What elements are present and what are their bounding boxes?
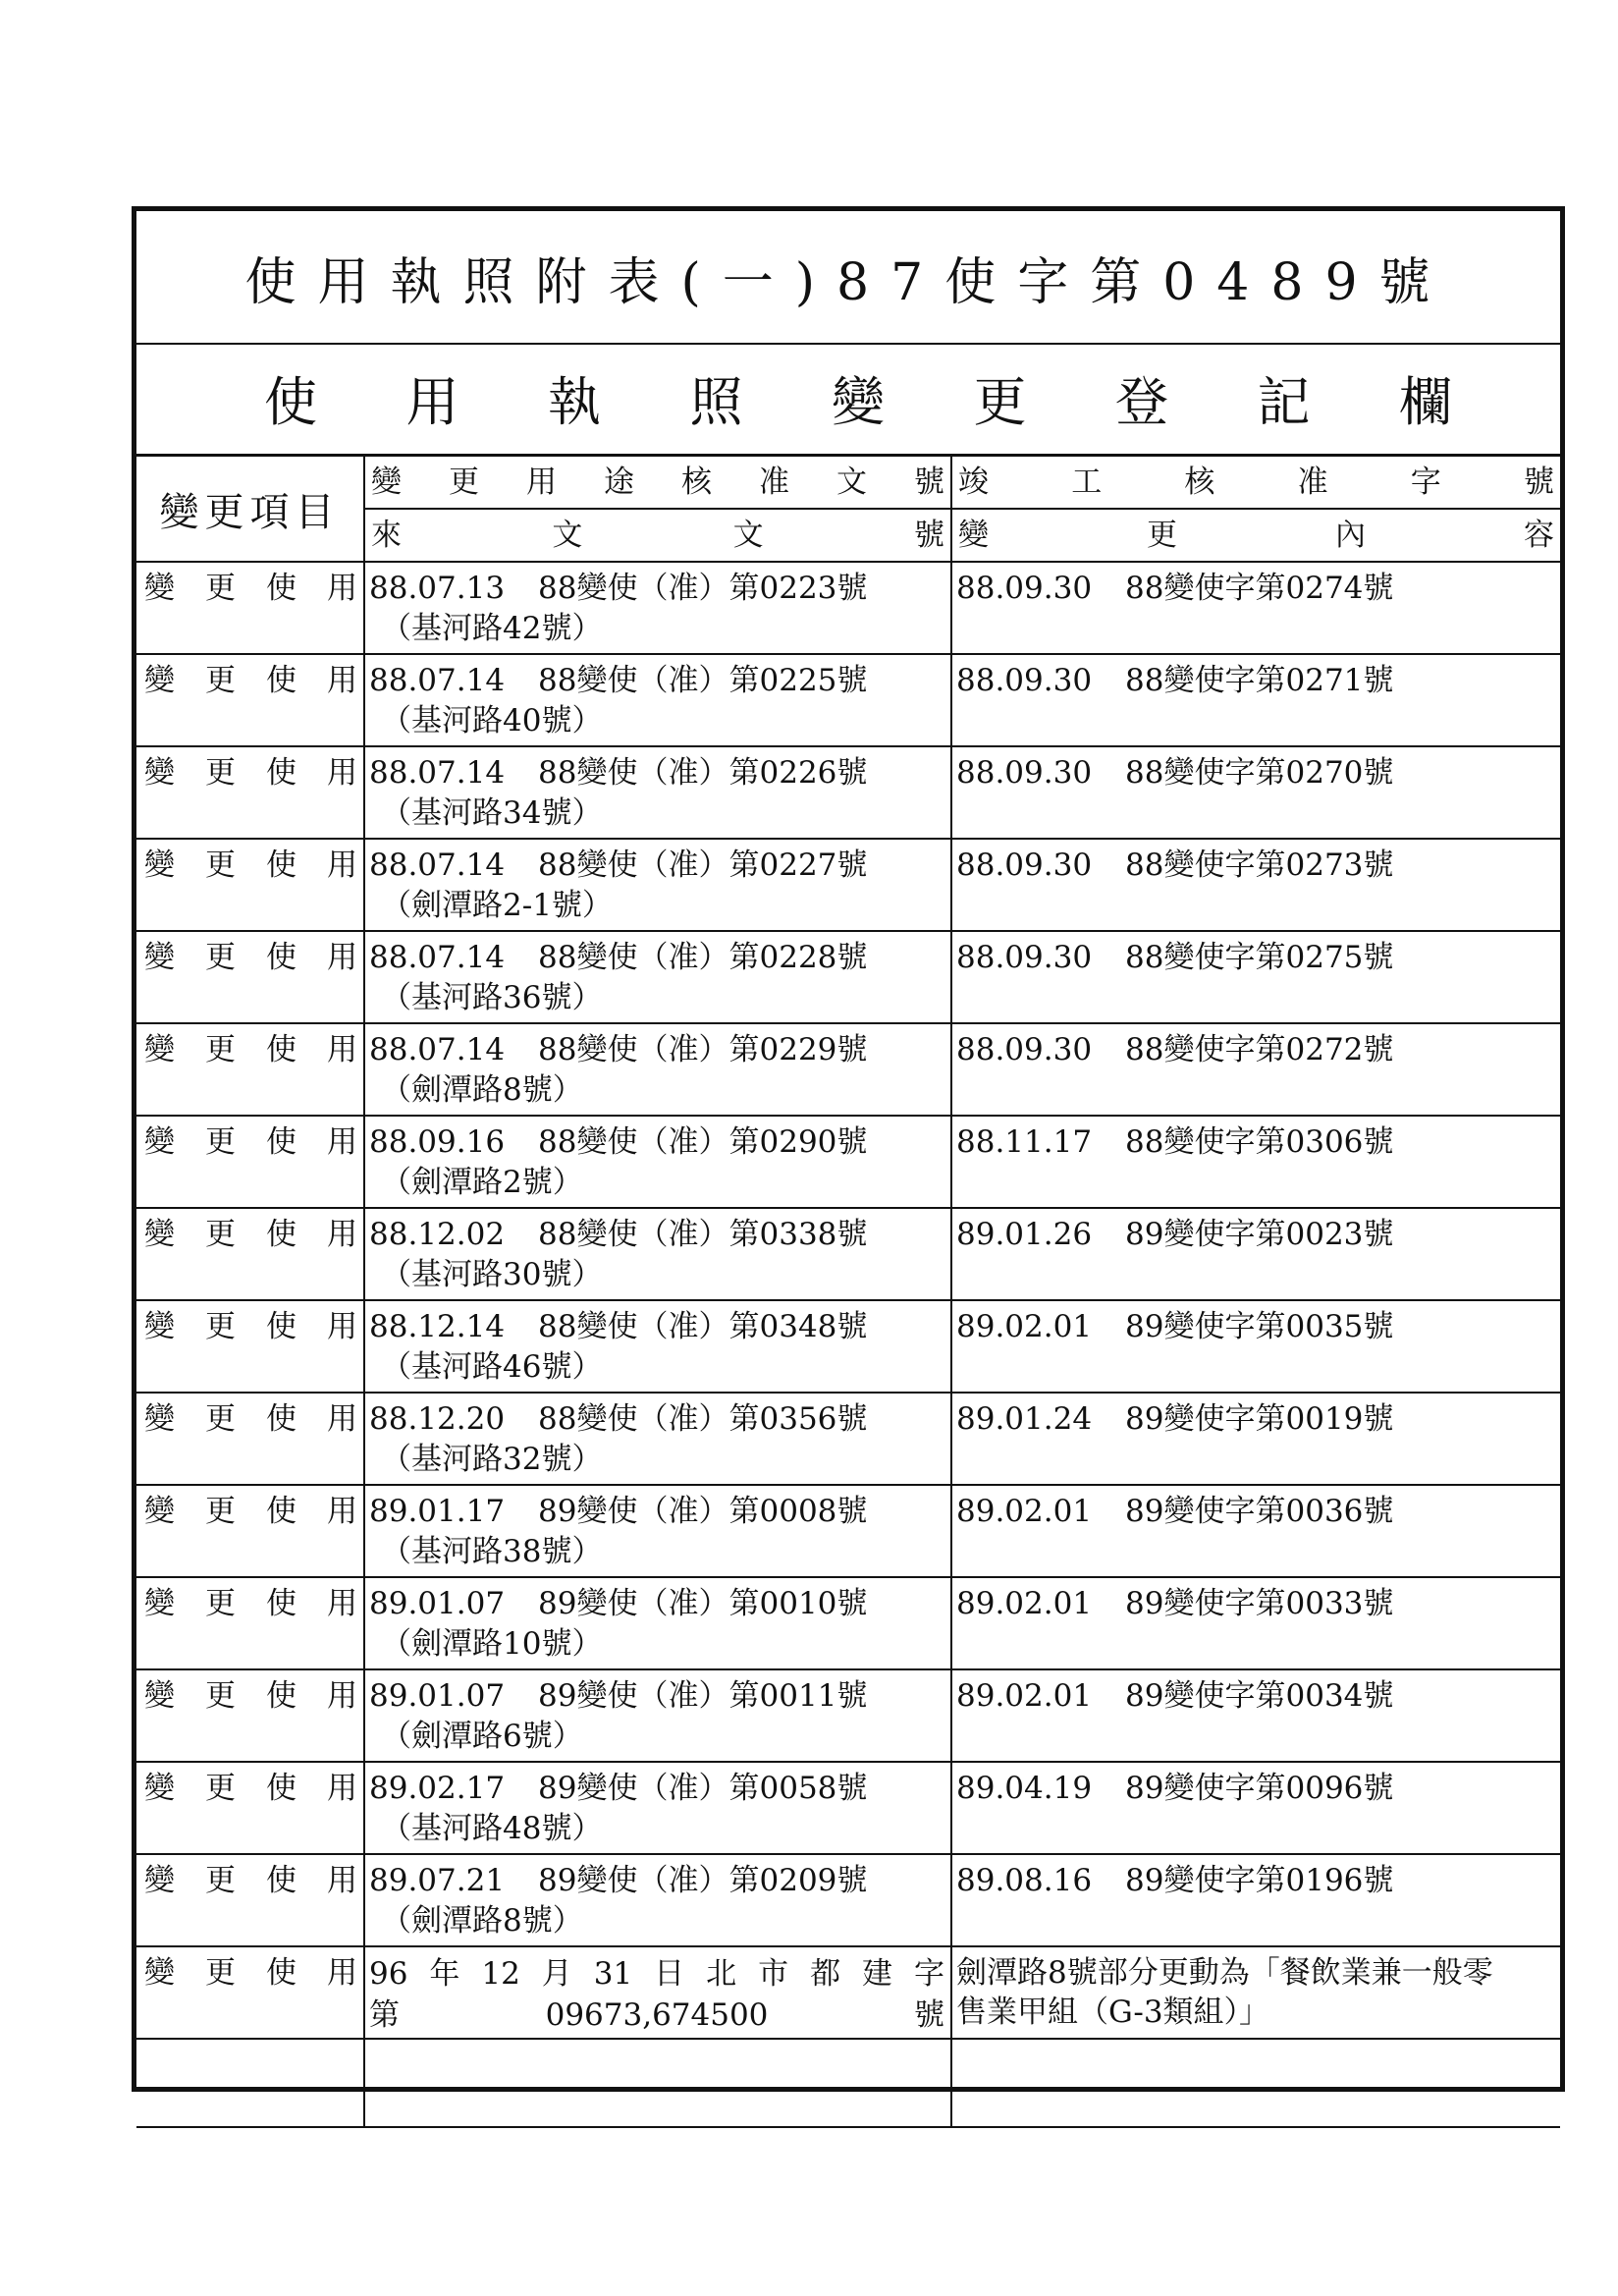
completion-doc: 88變使字第0274號 — [1125, 571, 1394, 606]
approval-date: 89.01.07 — [369, 1678, 506, 1714]
approval-doc: 88變使（准）第0338號 — [538, 1217, 868, 1252]
approval-date: 89.07.21 — [369, 1863, 506, 1898]
approval-date: 88.07.14 — [369, 847, 506, 883]
approval-cell — [364, 1577, 951, 1669]
table-row — [136, 1854, 1560, 1946]
change-content-line: 劍潭路8號部分更動為「餐飲業兼一般零 — [956, 1955, 1493, 1991]
completion-doc: 88變使字第0270號 — [1125, 755, 1394, 791]
table-row — [136, 562, 1560, 654]
change-item: 變更使用 — [136, 1393, 364, 1485]
completion-doc: 89變使字第0196號 — [1125, 1863, 1394, 1898]
table-row — [136, 931, 1560, 1023]
section-title-char: 使 — [264, 371, 317, 433]
address: （基河路38號） — [381, 1534, 603, 1569]
completion-cell — [951, 1393, 1560, 1485]
table-row — [136, 1946, 1560, 2039]
approval-date: 88.12.02 — [369, 1217, 506, 1252]
address: （劍潭路8號） — [381, 1072, 583, 1108]
approval-doc: 88變使（准）第0229號 — [538, 1032, 868, 1067]
page-title: 使用執照附表(一)87使字第0489號 — [136, 211, 1560, 345]
change-content-cell — [951, 1946, 1560, 2039]
table-row — [136, 1300, 1560, 1393]
completion-cell — [951, 931, 1560, 1023]
header-row — [136, 457, 1560, 509]
table-row — [136, 1762, 1560, 1854]
table-row — [136, 1393, 1560, 1485]
change-register-table — [136, 457, 1560, 2128]
address: （基河路30號） — [381, 1257, 603, 1292]
approval-doc: 89變使（准）第0008號 — [538, 1494, 868, 1529]
approval-cell — [364, 1485, 951, 1577]
completion-doc: 88變使字第0272號 — [1125, 1032, 1394, 1067]
approval-date: 89.01.07 — [369, 1586, 506, 1621]
completion-doc: 88變使字第0306號 — [1125, 1124, 1394, 1160]
completion-doc: 88變使字第0271號 — [1125, 663, 1394, 698]
completion-date: 88.09.30 — [956, 940, 1093, 975]
completion-cell — [951, 746, 1560, 839]
approval-doc: 88變使（准）第0226號 — [538, 755, 868, 791]
approval-cell — [364, 1208, 951, 1300]
completion-doc: 89變使字第0019號 — [1125, 1401, 1394, 1437]
address: （基河路36號） — [381, 980, 603, 1015]
approval-cell — [364, 1762, 951, 1854]
table-row — [136, 839, 1560, 931]
approval-cell — [364, 746, 951, 839]
empty-row — [136, 2039, 1560, 2127]
table-row — [136, 1669, 1560, 1762]
approval-date: 89.02.17 — [369, 1771, 506, 1806]
address: （基河路34號） — [381, 795, 603, 831]
completion-cell — [951, 1762, 1560, 1854]
completion-date: 89.02.01 — [956, 1586, 1093, 1621]
change-item: 變更使用 — [136, 1485, 364, 1577]
completion-date: 89.04.19 — [956, 1771, 1093, 1806]
header-item: 變更項目 — [136, 457, 364, 562]
change-item: 變更使用 — [136, 562, 364, 654]
header-incoming-doc: 來文文號 — [364, 509, 951, 562]
approval-date: 88.07.14 — [369, 663, 506, 698]
table-row — [136, 1485, 1560, 1577]
address: （劍潭路10號） — [381, 1626, 603, 1662]
completion-date: 89.02.01 — [956, 1678, 1093, 1714]
change-item: 變更使用 — [136, 1946, 364, 2039]
section-title-char: 欄 — [1399, 371, 1452, 433]
table-row — [136, 1208, 1560, 1300]
change-item: 變更使用 — [136, 1023, 364, 1116]
completion-doc: 89變使字第0023號 — [1125, 1217, 1394, 1252]
approval-doc: 88變使（准）第0228號 — [538, 940, 868, 975]
change-item: 變更使用 — [136, 1762, 364, 1854]
completion-cell — [951, 1485, 1560, 1577]
address: （基河路42號） — [381, 611, 603, 646]
completion-doc: 89變使字第0035號 — [1125, 1309, 1394, 1344]
table-row — [136, 1577, 1560, 1669]
section-title-char: 變 — [832, 371, 885, 433]
approval-doc: 89變使（准）第0010號 — [538, 1586, 868, 1621]
completion-date: 89.02.01 — [956, 1494, 1093, 1529]
approval-doc: 89變使（准）第0058號 — [538, 1771, 868, 1806]
change-content-line: 售業甲組（G-3類組）」 — [956, 1995, 1270, 2030]
completion-doc: 89變使字第0036號 — [1125, 1494, 1394, 1529]
completion-date: 88.09.30 — [956, 847, 1093, 883]
approval-date: 88.12.14 — [369, 1309, 506, 1344]
approval-date: 88.07.13 — [369, 571, 506, 606]
address: （基河路48號） — [381, 1811, 603, 1846]
completion-doc: 89變使字第0033號 — [1125, 1586, 1394, 1621]
approval-cell — [364, 1393, 951, 1485]
approval-cell — [364, 1854, 951, 1946]
approval-doc: 88變使（准）第0356號 — [538, 1401, 868, 1437]
table-row — [136, 746, 1560, 839]
approval-doc: 88變使（准）第0225號 — [538, 663, 868, 698]
approval-doc: 89變使（准）第0209號 — [538, 1863, 868, 1898]
completion-cell — [951, 1669, 1560, 1762]
approval-cell — [364, 1946, 951, 2039]
approval-cell — [364, 931, 951, 1023]
change-item: 變更使用 — [136, 1669, 364, 1762]
address: （劍潭路8號） — [381, 1903, 583, 1939]
change-item: 變更使用 — [136, 1208, 364, 1300]
completion-cell — [951, 1854, 1560, 1946]
completion-doc: 88變使字第0273號 — [1125, 847, 1394, 883]
change-item: 變更使用 — [136, 746, 364, 839]
change-item: 變更使用 — [136, 1854, 364, 1946]
change-item: 變更使用 — [136, 1577, 364, 1669]
completion-doc: 88變使字第0275號 — [1125, 940, 1394, 975]
approval-cell — [364, 1023, 951, 1116]
completion-cell — [951, 562, 1560, 654]
completion-cell — [951, 839, 1560, 931]
completion-doc: 89變使字第0034號 — [1125, 1678, 1394, 1714]
completion-cell — [951, 1577, 1560, 1669]
table-row — [136, 1116, 1560, 1208]
approval-doc: 89變使（准）第0011號 — [538, 1678, 868, 1714]
approval-date: 88.07.14 — [369, 755, 506, 791]
header-completion-number: 竣工核准字號 — [951, 457, 1560, 509]
table-row — [136, 654, 1560, 746]
completion-date: 89.02.01 — [956, 1309, 1093, 1344]
approval-cell — [364, 1669, 951, 1762]
approval-date: 88.09.16 — [369, 1124, 506, 1160]
header-change-content: 變更內容 — [951, 509, 1560, 562]
change-item: 變更使用 — [136, 1116, 364, 1208]
table-row — [136, 1023, 1560, 1116]
empty-cell — [136, 2039, 364, 2127]
change-item: 變更使用 — [136, 839, 364, 931]
section-title-char: 記 — [1257, 371, 1311, 433]
empty-cell — [364, 2039, 951, 2127]
completion-date: 88.09.30 — [956, 663, 1093, 698]
section-title-char: 登 — [1115, 371, 1168, 433]
completion-date: 89.08.16 — [956, 1863, 1093, 1898]
approval-date: 89.01.17 — [369, 1494, 506, 1529]
approval-doc: 88變使（准）第0227號 — [538, 847, 868, 883]
completion-cell — [951, 1208, 1560, 1300]
completion-date: 89.01.24 — [956, 1401, 1093, 1437]
address: （基河路32號） — [381, 1442, 603, 1477]
approval-date: 88.07.14 — [369, 940, 506, 975]
completion-date: 88.09.30 — [956, 1032, 1093, 1067]
section-title-char: 更 — [973, 371, 1027, 433]
change-item: 變更使用 — [136, 1300, 364, 1393]
section-title-char: 執 — [548, 371, 601, 433]
address: （基河路40號） — [381, 703, 603, 738]
approval-line: 96年12月31日北市都建字 — [369, 1956, 944, 1992]
approval-cell — [364, 1116, 951, 1208]
section-title-char: 用 — [405, 371, 459, 433]
address: （基河路46號） — [381, 1349, 603, 1385]
header-approval-number: 變更用途核准文號 — [364, 457, 951, 509]
approval-cell — [364, 839, 951, 931]
completion-doc: 89變使字第0096號 — [1125, 1771, 1394, 1806]
completion-date: 88.09.30 — [956, 755, 1093, 791]
approval-cell — [364, 654, 951, 746]
completion-date: 88.09.30 — [956, 571, 1093, 606]
approval-date: 88.07.14 — [369, 1032, 506, 1067]
change-item: 變更使用 — [136, 931, 364, 1023]
completion-cell — [951, 1300, 1560, 1393]
approval-line: 第09673,674500號 — [369, 1997, 944, 2033]
completion-date: 88.11.17 — [956, 1124, 1093, 1160]
empty-cell — [951, 2039, 1560, 2127]
completion-date: 89.01.26 — [956, 1217, 1093, 1252]
approval-cell — [364, 1300, 951, 1393]
approval-date: 88.12.20 — [369, 1401, 506, 1437]
address: （劍潭路2-1號） — [381, 888, 613, 923]
approval-doc: 88變使（准）第0290號 — [538, 1124, 868, 1160]
approval-doc: 88變使（准）第0223號 — [538, 571, 868, 606]
approval-doc: 88變使（准）第0348號 — [538, 1309, 868, 1344]
approval-cell — [364, 562, 951, 654]
completion-cell — [951, 1023, 1560, 1116]
section-title — [136, 343, 1560, 457]
change-item: 變更使用 — [136, 654, 364, 746]
license-sheet — [132, 206, 1565, 2092]
completion-cell — [951, 1116, 1560, 1208]
completion-cell — [951, 654, 1560, 746]
address: （劍潭路6號） — [381, 1719, 583, 1754]
section-title-char: 照 — [689, 371, 743, 433]
address: （劍潭路2號） — [381, 1165, 583, 1200]
